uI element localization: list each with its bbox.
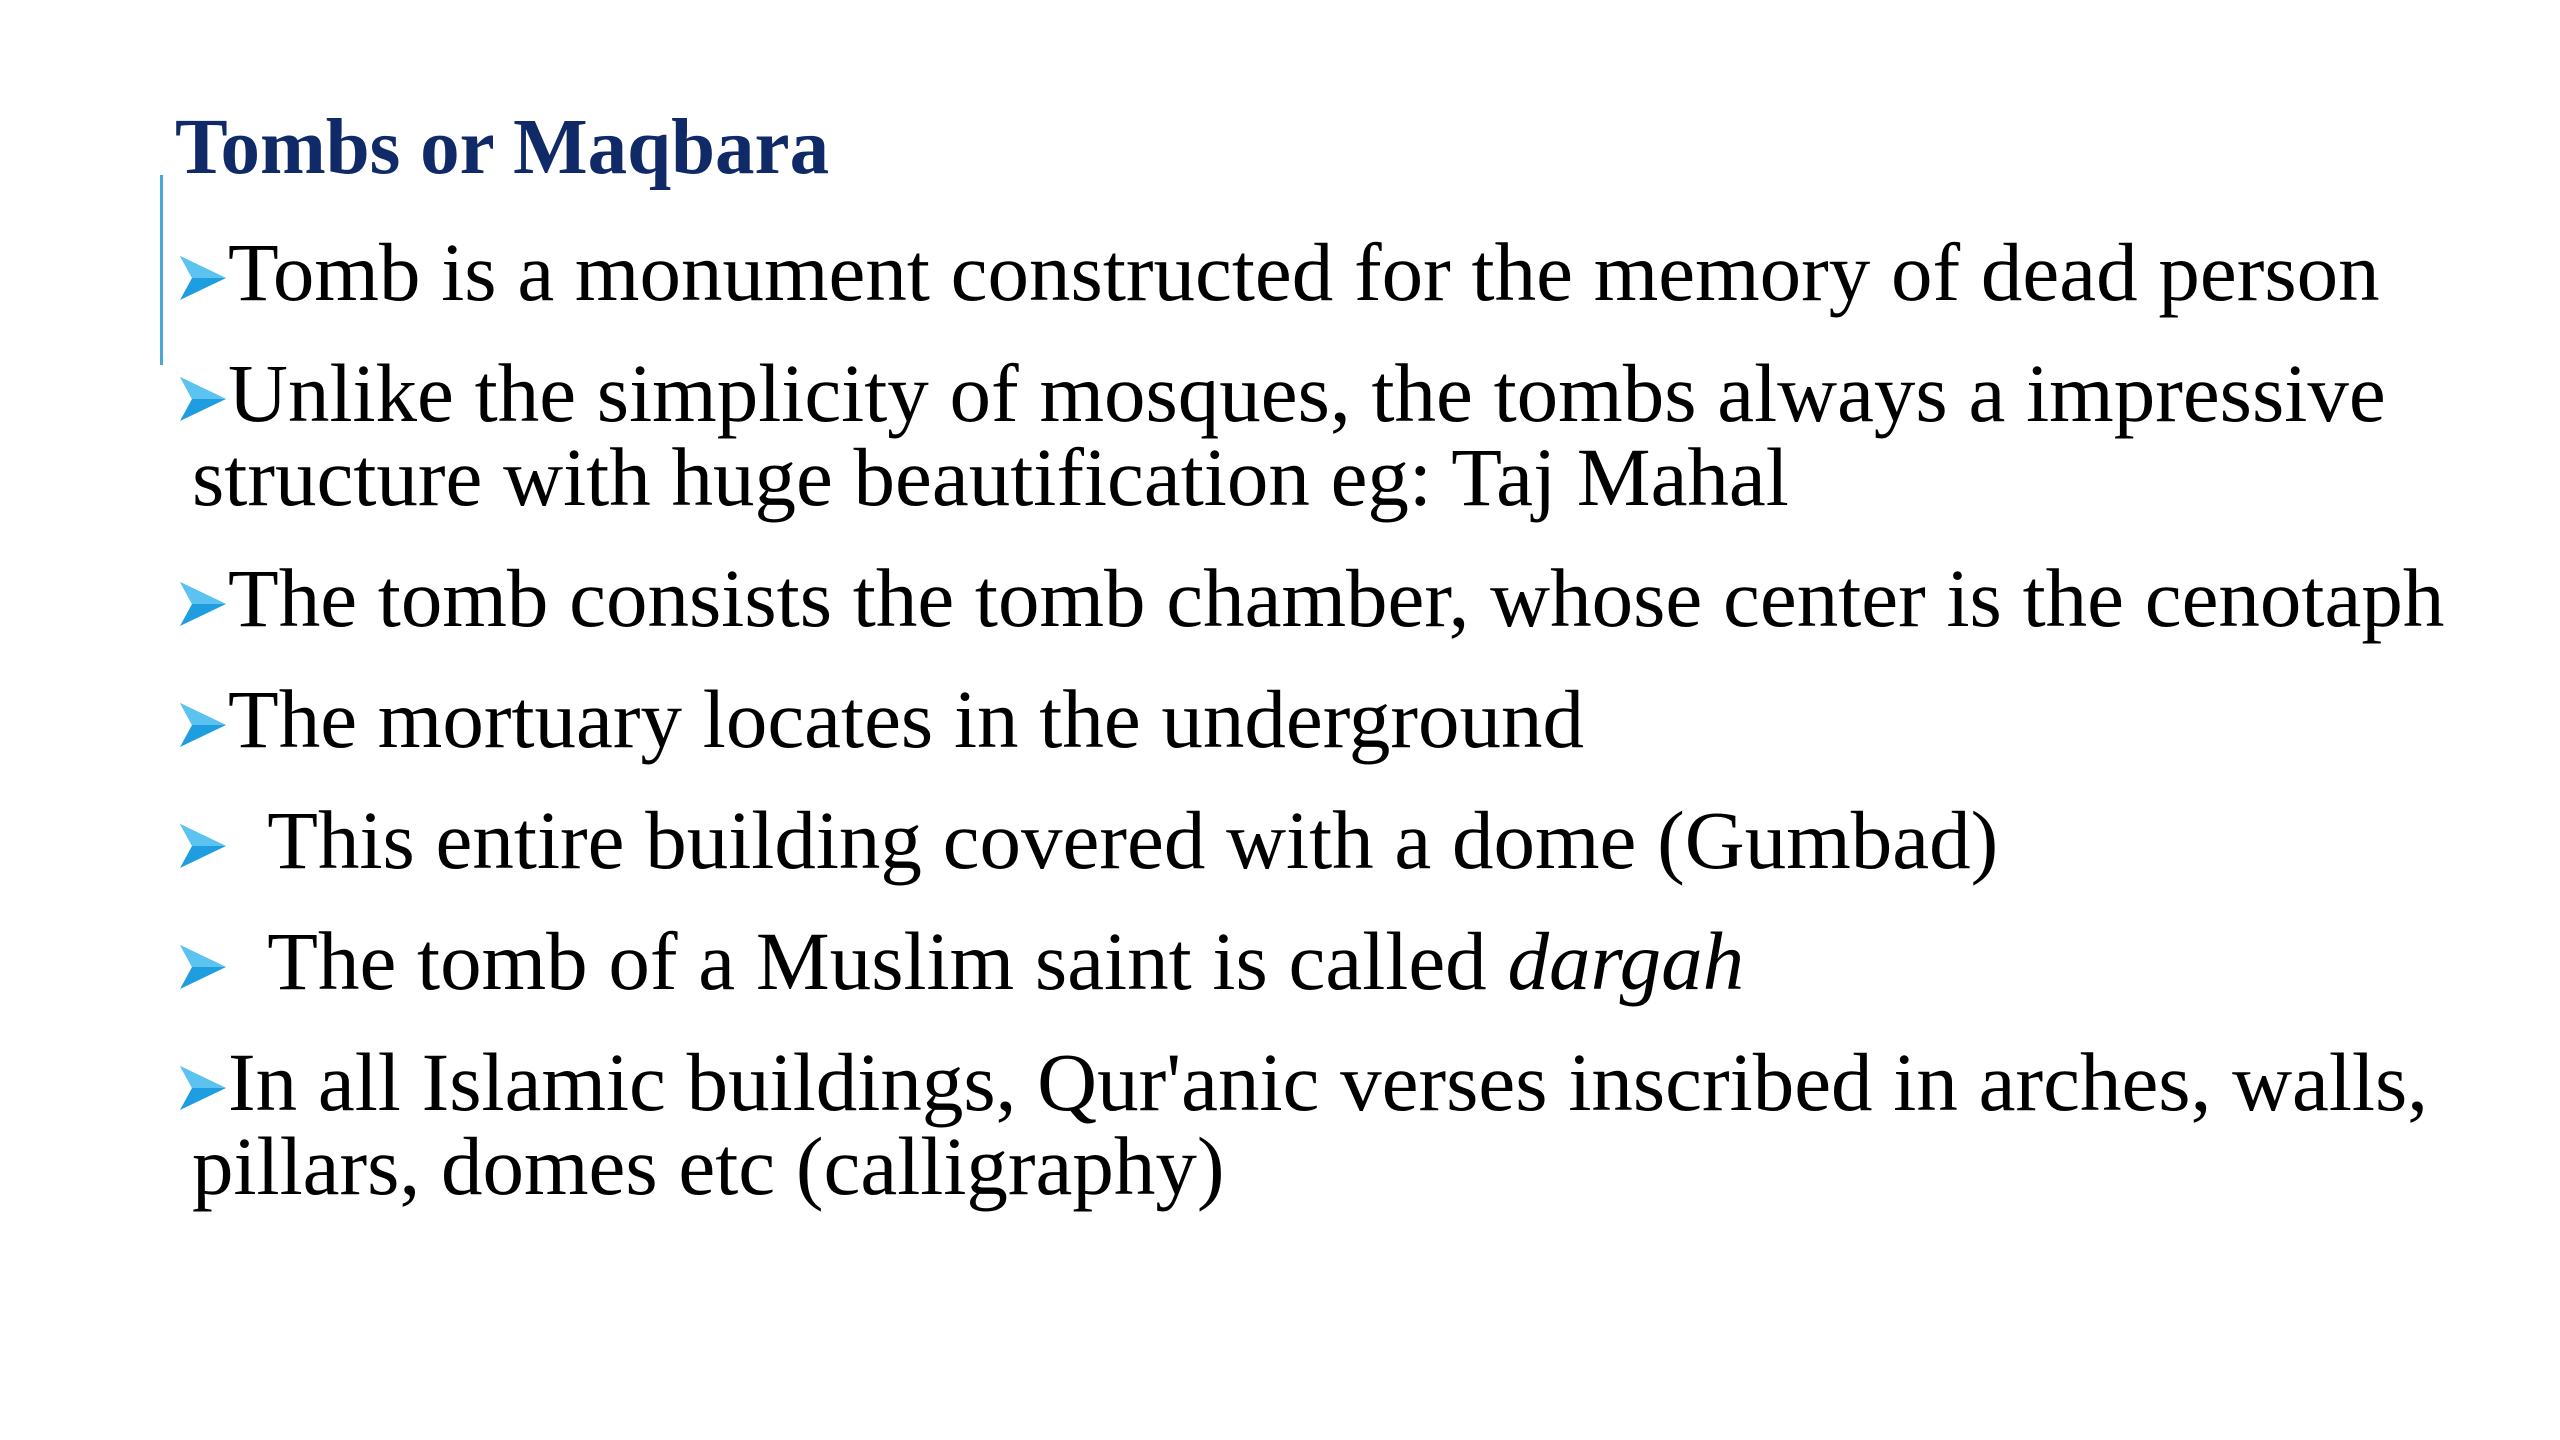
bullet-item <box>192 915 2512 1007</box>
bullet-text: This entire building covered with a dome (Gumbad) <box>248 794 1999 886</box>
arrowhead-bullet-icon <box>178 798 248 882</box>
bullet-item <box>192 794 2512 886</box>
bullet-text: In all Islamic buildings, Qur'anic verses inscribed in arches, walls, pillars, domes etc (calligraphy) <box>192 1036 2429 1212</box>
accent-line <box>160 175 163 365</box>
arrowhead-bullet-icon <box>178 556 228 640</box>
bullet-item <box>192 552 2512 644</box>
arrowhead-bullet-icon <box>178 919 248 1003</box>
bullet-item <box>192 226 2512 318</box>
bullet-text: Tomb is a monument constructed for the memory of dead person <box>228 226 2380 318</box>
arrowhead-bullet-icon <box>178 677 228 761</box>
bullet-italic-term: dargah <box>1507 915 1745 1007</box>
bullet-item <box>192 1036 2512 1212</box>
slide-title: Tombs or Maqbara <box>175 104 830 191</box>
bullet-list <box>192 226 2512 1245</box>
bullet-text: Unlike the simplicity of mosques, the tombs always a impressive structure with huge beautification eg: Taj Mahal <box>192 347 2386 523</box>
bullet-item <box>192 673 2512 765</box>
bullet-text: The tomb consists the tomb chamber, whose center is the cenotaph <box>228 552 2445 644</box>
arrowhead-bullet-icon <box>178 351 228 435</box>
bullet-text: The mortuary locates in the underground <box>228 673 1585 765</box>
arrowhead-bullet-icon <box>178 1040 228 1124</box>
bullet-text: The tomb of a Muslim saint is called <box>248 915 1508 1007</box>
arrowhead-bullet-icon <box>178 230 228 314</box>
bullet-item <box>192 347 2512 523</box>
